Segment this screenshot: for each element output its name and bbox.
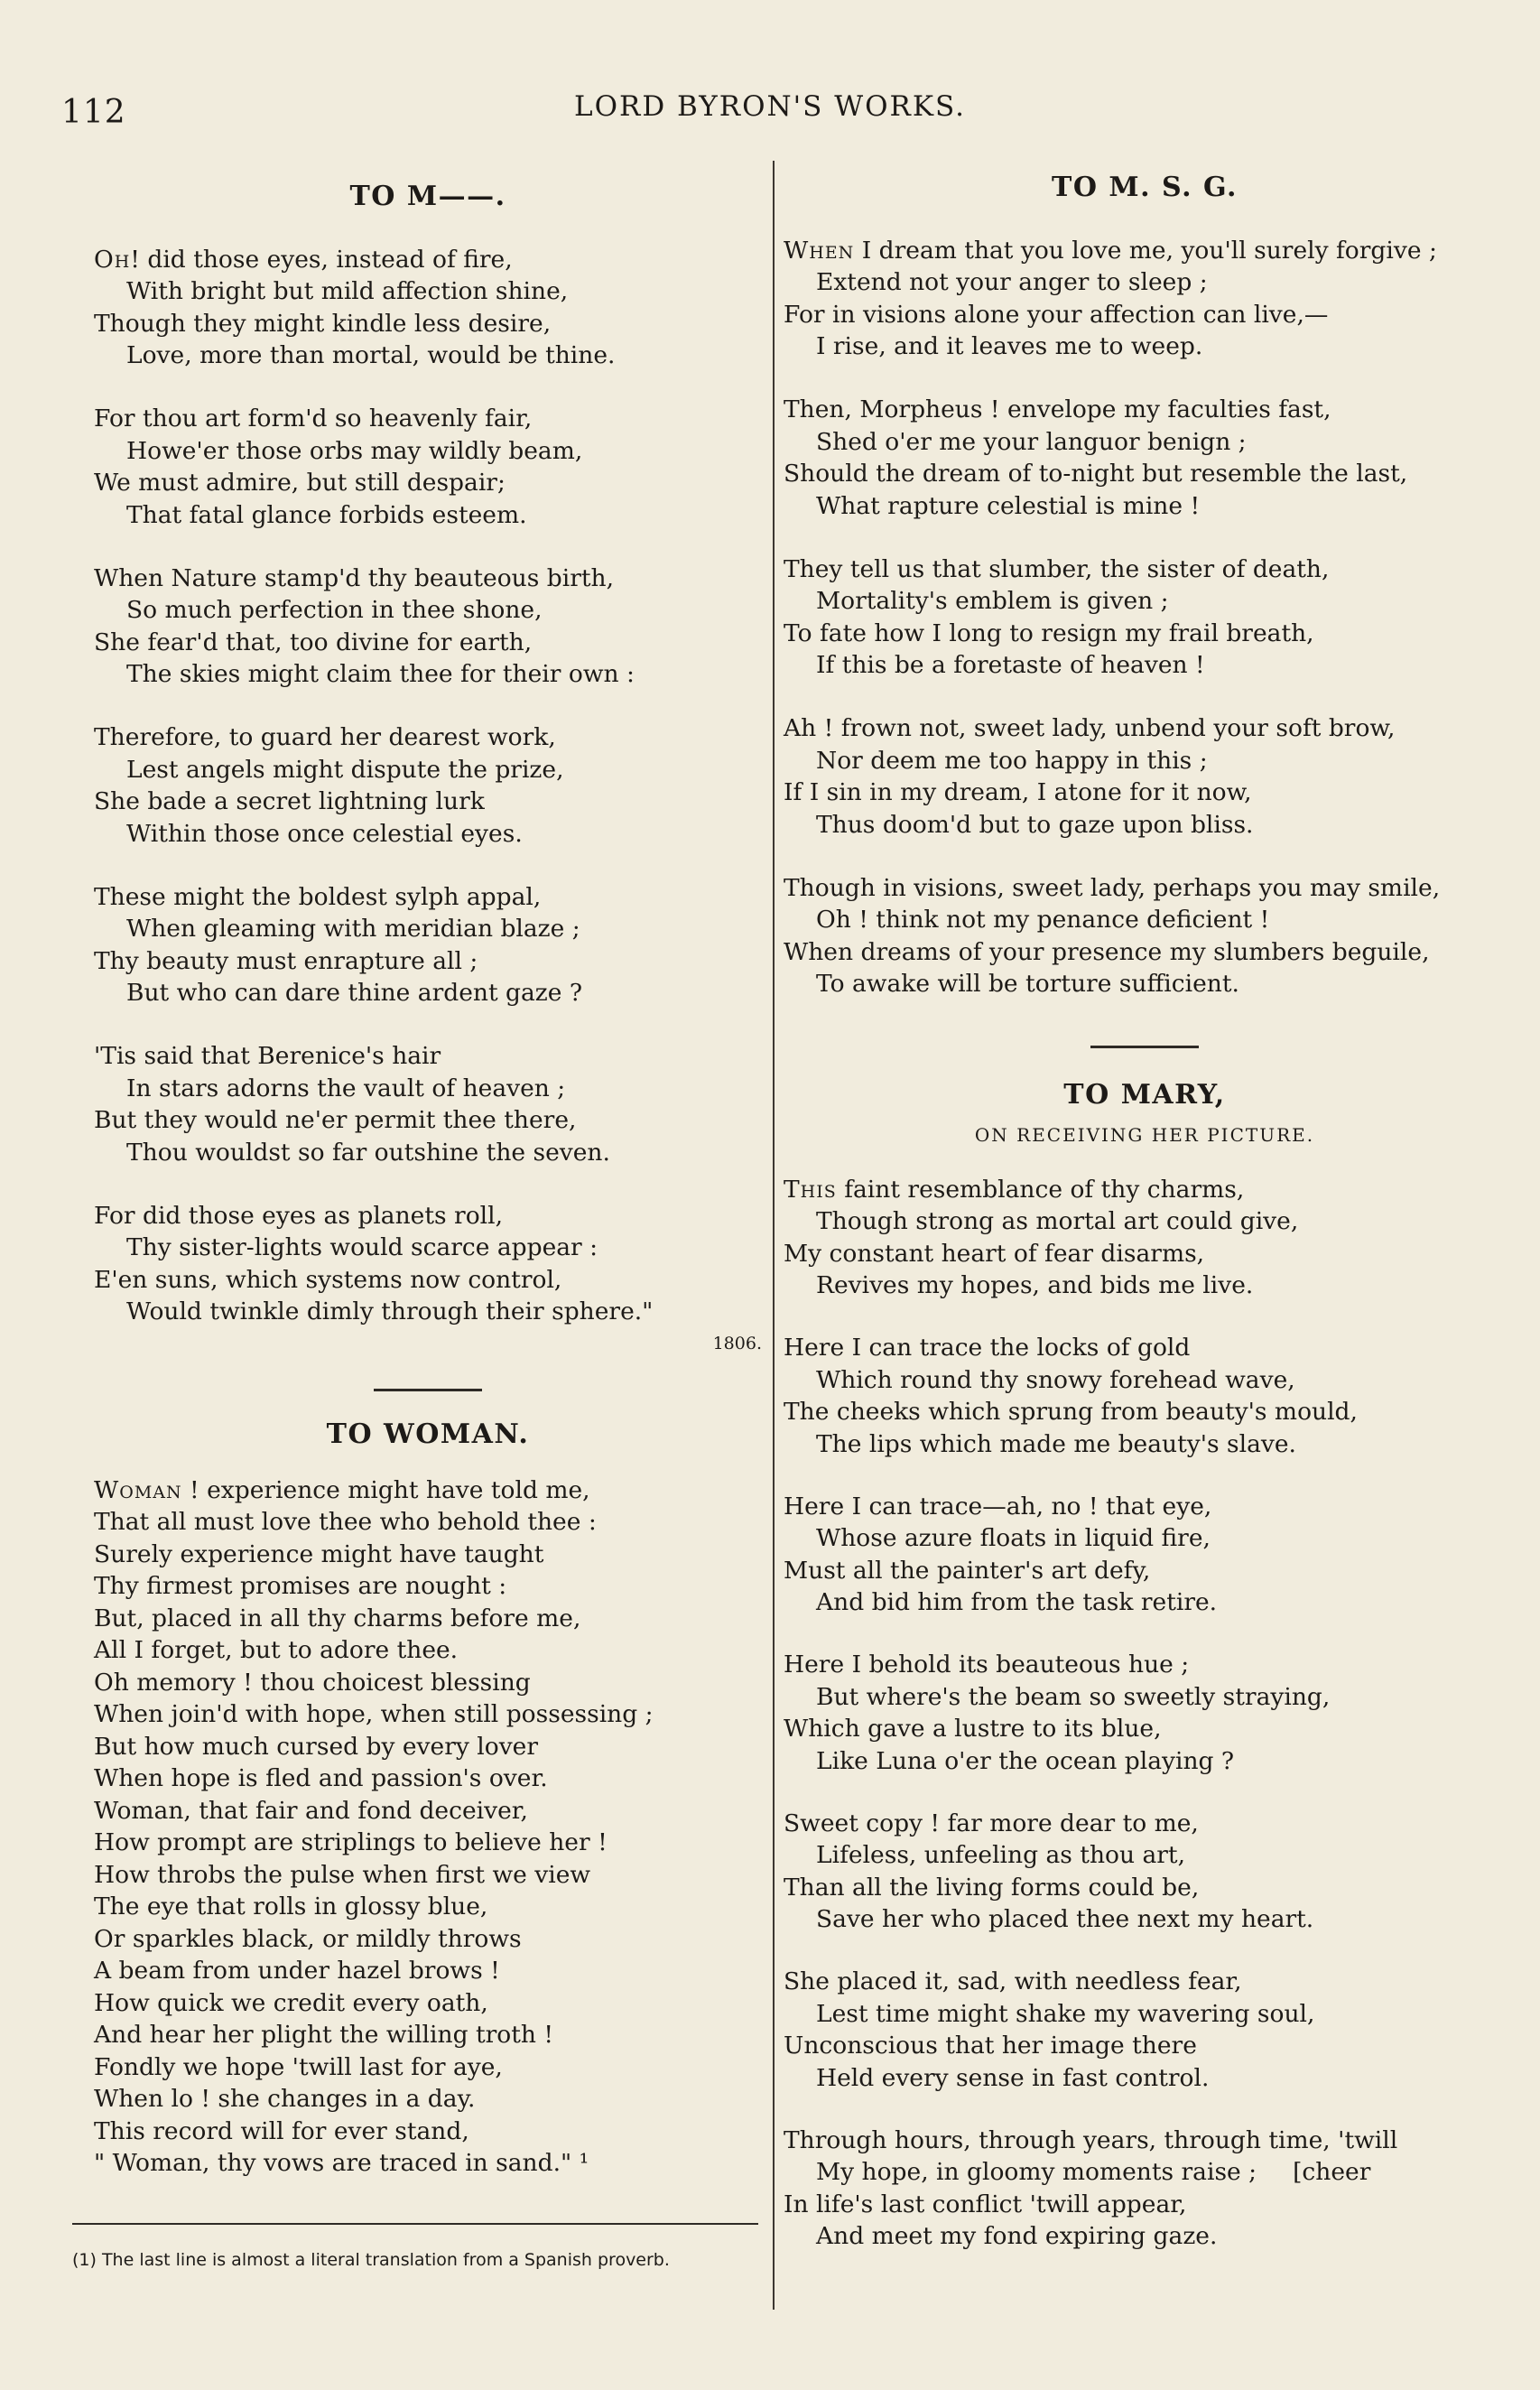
- verse-text: ! did those eyes, instead of fire,: [130, 245, 513, 274]
- column-divider: [773, 161, 775, 2310]
- verse-text: E'en suns, which systems now control,: [94, 1265, 562, 1294]
- verse-line: [94, 786, 762, 818]
- verse-line: [784, 2189, 1506, 2221]
- verse-text: Mortality's emblem is given ;: [816, 587, 1169, 615]
- stanza: [784, 1649, 1506, 1777]
- stanza: [94, 1474, 762, 2180]
- page-number: 112: [61, 94, 126, 131]
- verse-text: Would twinkle dimly through their sphere.": [126, 1297, 654, 1325]
- verse-text: Then, Morpheus ! envelope my faculties fast,: [784, 395, 1331, 423]
- verse-line: [784, 1364, 1506, 1397]
- verse-line: [94, 658, 762, 691]
- verse-line: [784, 1745, 1506, 1778]
- left-column: [94, 181, 762, 2180]
- verse-text: Unconscious that her image there: [784, 2032, 1197, 2060]
- verse-text: Howe'er those orbs may wildly beam,: [126, 436, 583, 465]
- poem-to-msg: [784, 235, 1506, 1000]
- verse-text: All I forget, but to adore thee.: [94, 1636, 459, 1664]
- verse-text: Or sparkles black, or mildly throws: [94, 1924, 522, 1953]
- verse-text: Here I can trace—ah, no ! that eye,: [784, 1492, 1212, 1520]
- verse-line: [784, 777, 1506, 809]
- poem-to-mary: [784, 1174, 1506, 2253]
- verse-line: [94, 1474, 762, 1507]
- verse-text: Oh ! think not my penance deficient !: [816, 906, 1270, 934]
- stanza: [94, 881, 762, 1009]
- verse-text: For did those eyes as planets roll,: [94, 1201, 504, 1230]
- verse-line: [784, 2220, 1506, 2253]
- verse-text: I dream that you love me, you'll surely forgive ;: [854, 236, 1437, 265]
- opening-word: Woman: [94, 1475, 182, 1504]
- verse-text: And hear her plight the willing troth !: [94, 2021, 554, 2049]
- verse-line: [94, 1296, 762, 1328]
- opening-word: Oh: [94, 245, 131, 274]
- opening-word: When: [784, 236, 855, 265]
- verse-text: The skies might claim thee for their own :: [126, 660, 635, 688]
- stanza: [784, 1808, 1506, 1936]
- verse-line: [94, 2083, 762, 2116]
- verse-text: Though they might kindle less desire,: [94, 309, 552, 338]
- verse-text: That fatal glance forbids esteem.: [126, 500, 527, 529]
- verse-text: That all must love thee who behold thee :: [94, 1508, 597, 1536]
- poem-title-to-mary: TO MARY,: [1063, 1078, 1226, 1111]
- verse-line: [94, 1539, 762, 1571]
- verse-text: And bid him from the task retire.: [816, 1588, 1218, 1616]
- verse-line: [784, 1238, 1506, 1270]
- verse-line: [94, 1795, 762, 1827]
- stanza: [94, 721, 762, 850]
- footnote: (1) The last line is almost a literal translation from a Spanish proverb.: [72, 2250, 670, 2270]
- poem-title-to-m: TO M——.: [349, 181, 506, 212]
- verse-line: [784, 1555, 1506, 1587]
- verse-line: [784, 904, 1506, 936]
- verse-line: [94, 435, 762, 468]
- stanza: [784, 394, 1506, 522]
- verse-line: [94, 499, 762, 532]
- verse-line: [784, 1808, 1506, 1840]
- verse-text: Thou wouldst so far outshine the seven.: [126, 1138, 610, 1167]
- verse-text: When join'd with hope, when still possessing ;: [94, 1700, 654, 1728]
- verse-text: faint resemblance of thy charms,: [836, 1175, 1245, 1204]
- verse-line: [784, 745, 1506, 777]
- verse-line: [784, 1872, 1506, 1904]
- verse-line: [784, 2156, 1506, 2189]
- verse-text: But, placed in all thy charms before me,: [94, 1604, 581, 1632]
- footnote-rule: [72, 2223, 758, 2225]
- verse-text: How prompt are striplings to believe her !: [94, 1828, 608, 1856]
- verse-text: With bright but mild affection shine,: [126, 277, 569, 305]
- verse-line: [784, 2125, 1506, 2157]
- verse-line: [94, 308, 762, 340]
- verse-line: [94, 275, 762, 308]
- verse-line: [94, 1891, 762, 1923]
- verse-line: [94, 1040, 762, 1073]
- verse-line: [94, 1923, 762, 1956]
- verse-text: For in visions alone your affection can live,—: [784, 300, 1329, 329]
- verse-text: Whose azure floats in liquid fire,: [816, 1524, 1211, 1552]
- verse-text: They tell us that slumber, the sister of death,: [784, 554, 1330, 583]
- verse-line: [94, 244, 762, 276]
- verse-line: [784, 1903, 1506, 1936]
- verse-text: The eye that rolls in glossy blue,: [94, 1892, 488, 1920]
- verse-line: [784, 2062, 1506, 2095]
- verse-text: Within those once celestial eyes.: [126, 819, 523, 848]
- verse-line: [784, 1396, 1506, 1428]
- verse-line: [94, 1698, 762, 1731]
- verse-line: [784, 809, 1506, 842]
- verse-line: [94, 403, 762, 435]
- verse-text: Though strong as mortal art could give,: [816, 1207, 1299, 1235]
- verse-text: How throbs the pulse when first we view: [94, 1860, 591, 1889]
- verse-text: If this be a foretaste of heaven !: [816, 651, 1205, 679]
- verse-text: My constant heart of fear disarms,: [784, 1239, 1205, 1268]
- stanza: [784, 872, 1506, 1000]
- verse-text: Surely experience might have taught: [94, 1539, 544, 1568]
- verse-text: Held every sense in fast control.: [816, 2063, 1210, 2092]
- verse-text: Like Luna o'er the ocean playing ?: [816, 1746, 1235, 1775]
- verse-line: [784, 585, 1506, 618]
- verse-text: Here I behold its beauteous hue ;: [784, 1651, 1190, 1679]
- verse-text: Though in visions, sweet lady, perhaps you may smile,: [784, 873, 1441, 902]
- verse-text: She placed it, sad, with needless fear,: [784, 1967, 1242, 1995]
- verse-text: I rise, and it leaves me to weep.: [816, 332, 1203, 360]
- verse-line: [784, 1649, 1506, 1681]
- verse-line: [784, 553, 1506, 586]
- verse-line: [784, 2030, 1506, 2062]
- verse-line: [94, 977, 762, 1009]
- right-column: [784, 172, 1506, 2253]
- verse-text: Sweet copy ! far more dear to me,: [784, 1809, 1199, 1837]
- verse-text: But where's the beam so sweetly straying,: [816, 1682, 1331, 1711]
- verse-line: [94, 1859, 762, 1892]
- stanza: [94, 563, 762, 691]
- verse-line: [784, 1491, 1506, 1523]
- poem-title-to-msg: TO M. S. G.: [1052, 172, 1238, 203]
- verse-text: Save her who placed thee next my heart.: [816, 1905, 1314, 1933]
- verse-line: [94, 1570, 762, 1603]
- verse-line: [784, 330, 1506, 363]
- verse-text: Which gave a lustre to its blue,: [784, 1715, 1162, 1743]
- verse-line: [94, 818, 762, 851]
- verse-text: This record will for ever stand,: [94, 2116, 469, 2145]
- verse-text: A beam from under hazel brows !: [94, 1957, 500, 1985]
- verse-text: And meet my fond expiring gaze.: [816, 2222, 1218, 2250]
- verse-text: In stars adorns the vault of heaven ;: [126, 1074, 566, 1102]
- verse-text: She bade a secret lightning lurk: [94, 787, 485, 815]
- verse-line: [784, 1681, 1506, 1714]
- verse-text: ! experience might have told me,: [181, 1475, 590, 1504]
- verse-text: Here I can trace the locks of gold: [784, 1334, 1191, 1362]
- verse-text: Thus doom'd but to gaze upon bliss.: [816, 810, 1254, 839]
- verse-line: [94, 2116, 762, 2148]
- verse-text: To fate how I long to resign my frail breath,: [784, 618, 1314, 647]
- stanza: [784, 235, 1506, 363]
- verse-text: We must admire, but still despair;: [94, 469, 506, 497]
- verse-line: [94, 945, 762, 978]
- verse-line: [784, 1205, 1506, 1238]
- verse-text: Thy beauty must enrapture all ;: [94, 946, 478, 975]
- verse-line: [94, 1104, 762, 1137]
- verse-text: My hope, in gloomy moments raise ;: [816, 2158, 1257, 2186]
- verse-text: Extend not your anger to sleep ;: [816, 268, 1208, 296]
- stanza: [784, 2125, 1506, 2253]
- verse-text: Nor deem me too happy in this ;: [816, 746, 1208, 775]
- verse-text: When Nature stamp'd thy beauteous birth,: [94, 563, 615, 592]
- verse-text: For thou art form'd so heavenly fair,: [94, 405, 533, 432]
- verse-text: But who can dare thine ardent gaze ?: [126, 979, 583, 1007]
- poem-to-m: [94, 244, 762, 1328]
- verse-line: [94, 1955, 762, 1987]
- verse-line: [94, 467, 762, 499]
- verse-text: " Woman, thy vows are traced in sand." ¹: [94, 2149, 589, 2177]
- verse-line: [784, 1998, 1506, 2031]
- verse-text: Lest time might shake my wavering soul,: [816, 1999, 1315, 2028]
- verse-text: Ah ! frown not, sweet lady, unbend your soft brow,: [784, 714, 1396, 742]
- verse-line: [94, 1506, 762, 1539]
- verse-line: [784, 235, 1506, 267]
- verse-line: [784, 1522, 1506, 1555]
- verse-line: [94, 1200, 762, 1232]
- verse-line: [94, 754, 762, 786]
- verse-line: [784, 936, 1506, 969]
- stanza: [784, 1491, 1506, 1619]
- verse-line: [94, 563, 762, 595]
- verse-line: [94, 1073, 762, 1105]
- stanza: [784, 1332, 1506, 1460]
- verse-text: But how much cursed by every lover: [94, 1732, 539, 1761]
- verse-line: [784, 490, 1506, 523]
- verse-line: [784, 712, 1506, 745]
- poem-subtitle-to-mary: ON RECEIVING HER PICTURE.: [974, 1124, 1315, 1146]
- verse-text: Through hours, through years, through time, 'twill: [784, 2125, 1398, 2154]
- verse-text: Fondly we hope 'twill last for aye,: [94, 2052, 503, 2081]
- verse-text: To awake will be torture sufficient.: [816, 970, 1239, 998]
- verse-line: [94, 594, 762, 627]
- stanza: [784, 553, 1506, 682]
- verse-text: Should the dream of to-night but resemble the last,: [784, 460, 1408, 488]
- stanza: [784, 1174, 1506, 1302]
- verse-line: [94, 1987, 762, 2020]
- verse-text: If I sin in my dream, I atone for it now,: [784, 778, 1252, 806]
- poem-date: 1806.: [712, 1333, 762, 1353]
- verse-line: [784, 1428, 1506, 1461]
- verse-text: In life's last conflict 'twill appear,: [784, 2190, 1187, 2218]
- verse-line: [94, 1264, 762, 1297]
- verse-text: When dreams of your presence my slumbers beguile,: [784, 937, 1430, 966]
- verse-text: Lest angels might dispute the prize,: [126, 755, 564, 784]
- stanza: [784, 1966, 1506, 2094]
- verse-text: What rapture celestial is mine !: [816, 491, 1201, 520]
- verse-text: Thy firmest promises are nought :: [94, 1572, 507, 1600]
- verse-line: [784, 1332, 1506, 1364]
- verse-line: [784, 618, 1506, 650]
- verse-line: [94, 1634, 762, 1667]
- verse-text: When hope is fled and passion's over.: [94, 1764, 548, 1792]
- verse-text: Therefore, to guard her dearest work,: [94, 723, 556, 751]
- verse-text: Love, more than mortal, would be thine.: [126, 341, 616, 369]
- verse-text: But they would ne'er permit thee there,: [94, 1106, 577, 1134]
- verse-line: [94, 1731, 762, 1763]
- verse-line: [94, 1137, 762, 1169]
- stanza: [94, 1040, 762, 1168]
- verse-text: When gleaming with meridian blaze ;: [126, 915, 580, 943]
- verse-line: [784, 266, 1506, 299]
- stanza: [94, 1200, 762, 1328]
- running-head: LORD BYRON'S WORKS.: [573, 90, 966, 123]
- verse-text: The cheeks which sprung from beauty's mould,: [784, 1398, 1358, 1426]
- verse-line: [94, 1667, 762, 1699]
- verse-line: [784, 1269, 1506, 1302]
- verse-line: [784, 1839, 1506, 1872]
- verse-line: [784, 649, 1506, 682]
- verse-text: She fear'd that, too divine for earth,: [94, 628, 533, 656]
- verse-line: [94, 2147, 762, 2180]
- verse-text: Lifeless, unfeeling as thou art,: [816, 1841, 1186, 1869]
- verse-line: [94, 721, 762, 754]
- verse-line: [784, 968, 1506, 1000]
- verse-text: When lo ! she changes in a day.: [94, 2085, 476, 2113]
- verse-text: The lips which made me beauty's slave.: [816, 1429, 1296, 1458]
- verse-line: [94, 339, 762, 372]
- verse-line: [784, 426, 1506, 459]
- verse-line: [784, 1174, 1506, 1206]
- verse-text: How quick we credit every oath,: [94, 1988, 488, 2017]
- verse-text: So much perfection in thee shone,: [126, 596, 543, 624]
- verse-line: [94, 2051, 762, 2084]
- verse-text: Shed o'er me your languor benign ;: [816, 427, 1247, 456]
- turnover-word: [cheer: [1293, 2158, 1371, 2186]
- verse-text: Woman, that fair and fond deceiver,: [94, 1796, 528, 1825]
- stanza: [784, 712, 1506, 841]
- poem-to-woman: [94, 1474, 762, 2180]
- verse-text: Revives my hopes, and bids me live.: [816, 1271, 1254, 1299]
- verse-line: [94, 1603, 762, 1635]
- stanza: [94, 244, 762, 372]
- verse-line: [94, 1232, 762, 1264]
- verse-line: [784, 1966, 1506, 1998]
- poem-title-to-woman: TO WOMAN.: [326, 1418, 530, 1450]
- verse-text: Than all the living forms could be,: [784, 1873, 1200, 1902]
- verse-text: These might the boldest sylph appal,: [94, 882, 542, 911]
- verse-line: [94, 881, 762, 914]
- verse-line: [784, 394, 1506, 426]
- verse-line: [94, 627, 762, 659]
- verse-text: Thy sister-lights would scarce appear :: [126, 1233, 598, 1261]
- verse-line: [784, 299, 1506, 331]
- verse-text: 'Tis said that Berenice's hair: [94, 1042, 441, 1070]
- verse-line: [94, 2019, 762, 2051]
- verse-line: [94, 1827, 762, 1859]
- verse-text: Oh memory ! thou choicest blessing: [94, 1668, 531, 1697]
- verse-line: [94, 913, 762, 945]
- verse-line: [94, 1762, 762, 1795]
- verse-line: [784, 1586, 1506, 1619]
- opening-word: This: [784, 1175, 837, 1204]
- verse-text: Which round thy snowy forehead wave,: [816, 1365, 1295, 1394]
- verse-line: [784, 458, 1506, 490]
- verse-line: [784, 872, 1506, 905]
- verse-line: [784, 1713, 1506, 1745]
- verse-text: Must all the painter's art defy,: [784, 1556, 1151, 1585]
- stanza: [94, 403, 762, 531]
